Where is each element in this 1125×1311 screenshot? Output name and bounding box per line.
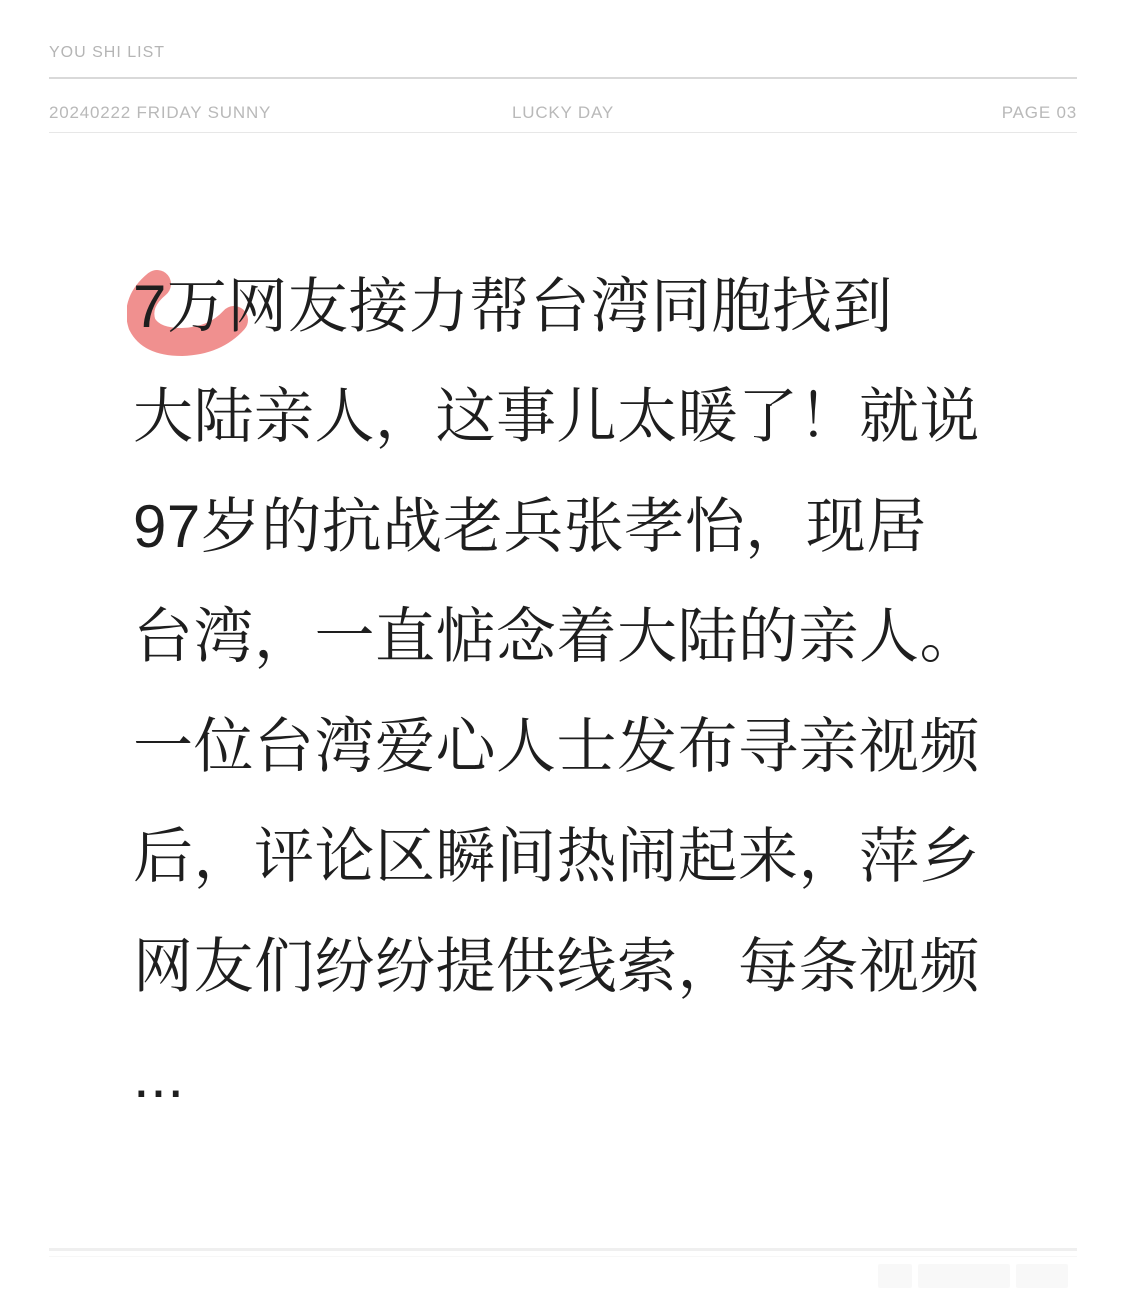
article-line (133, 1022, 1033, 1132)
article-line (133, 802, 1033, 912)
line-text: 网友们纷纷提供线索，每条视频 (133, 933, 980, 1000)
line-text: 97岁的抗战老兵张孝怡，现居 (133, 493, 927, 560)
header-divider-bottom (49, 132, 1077, 133)
page-number: PAGE 03 (1001, 103, 1077, 122)
line-text: 一位台湾爱心人士发布寻亲视频 (133, 713, 980, 780)
watermark-smudge (878, 1264, 912, 1288)
ellipsis-text: ... (133, 1043, 185, 1110)
article-line (133, 252, 1033, 362)
date-label: 20240222 FRIDAY SUNNY (49, 103, 272, 122)
line-text: 后，评论区瞬间热闹起来，萍乡 (133, 823, 980, 890)
line-text: 台湾，一直惦念着大陆的亲人。 (133, 603, 980, 670)
article-line (133, 692, 1033, 802)
header-meta-row (49, 103, 1077, 123)
line-text: 网友接力帮台湾同胞找到 (227, 273, 893, 340)
line-text: 大陆亲人，这事儿太暖了！就说 (133, 383, 980, 450)
center-label: LUCKY DAY (512, 103, 614, 122)
brand-title: YOU SHI LIST (49, 44, 166, 61)
article-line (133, 362, 1033, 472)
watermark (878, 1264, 1076, 1288)
article-line (133, 912, 1033, 1022)
article-body (133, 252, 1033, 1132)
watermark-smudge (918, 1264, 1010, 1288)
article-line (133, 472, 1033, 582)
footer-divider-shadow (49, 1256, 1077, 1257)
watermark-smudge (1016, 1264, 1068, 1288)
highlighted-text: 7万 (133, 273, 228, 340)
header-divider-top (49, 77, 1077, 79)
article-line (133, 582, 1033, 692)
footer-divider (49, 1248, 1077, 1251)
